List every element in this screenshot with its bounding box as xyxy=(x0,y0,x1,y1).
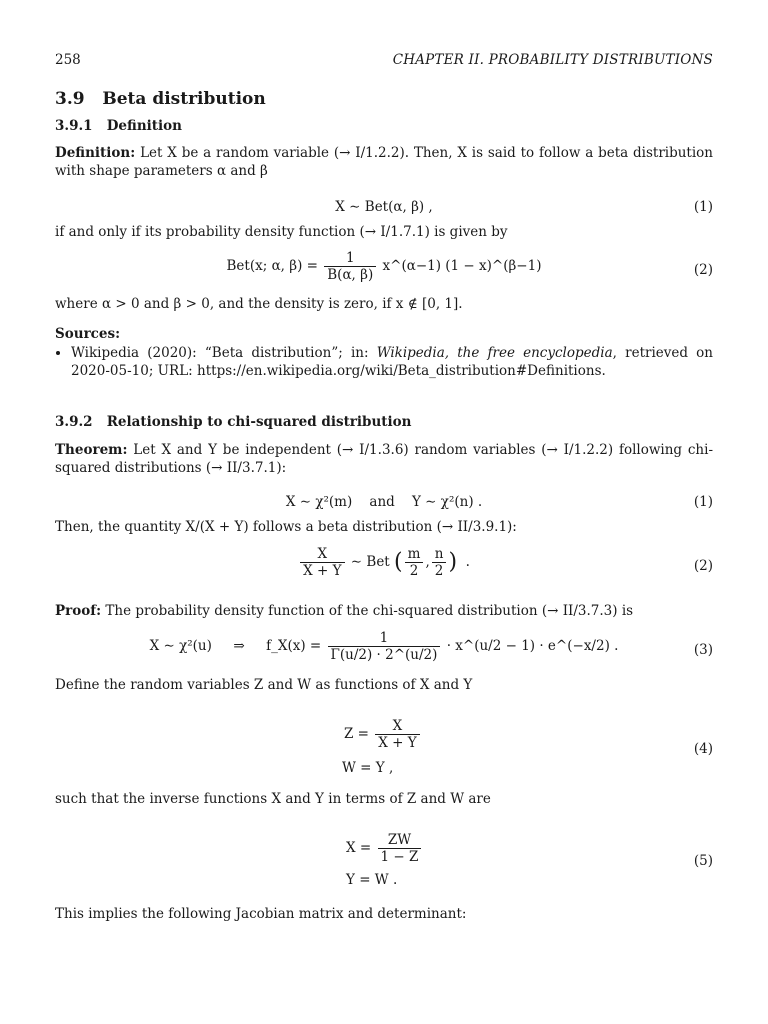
paragraph: such that the inverse functions X and Y in terms of Z and W are xyxy=(55,791,491,807)
source-text: Wikipedia (2020): “Beta distribution”; in: xyxy=(71,345,377,361)
fraction-denominator: X + Y xyxy=(300,562,344,579)
subsection-heading-chi-squared xyxy=(55,414,412,432)
section-number: 3.9 xyxy=(55,89,85,109)
equation-number: (4) xyxy=(693,741,713,757)
subsection-number: 3.9.1 xyxy=(55,118,93,134)
equation-number: (1) xyxy=(693,494,713,510)
fraction-numerator: ZW xyxy=(387,832,412,848)
fraction xyxy=(405,546,424,579)
definition-paragraph xyxy=(55,145,713,180)
paragraph: if and only if its probability density function (→ I/1.7.1) is given by xyxy=(55,224,508,240)
subsection-title: Definition xyxy=(106,118,182,134)
fraction xyxy=(432,546,447,579)
fraction xyxy=(328,630,441,663)
subsection-number: 3.9.2 xyxy=(55,414,93,430)
paragraph: where α > 0 and β > 0, and the density is zero, if x ∉ [0, 1]. xyxy=(55,296,463,312)
definition-text: Let X be a random variable (→ I/1.2.2). Then, X is said to follow a beta distribution with shape parameters α and β xyxy=(55,145,713,179)
equation-lhs: X = xyxy=(346,840,372,857)
equation-lhs: X ∼ χ²(u) ⇒ f_X(x) = xyxy=(149,638,322,655)
equation-number: (3) xyxy=(693,642,713,658)
sources-list xyxy=(55,345,713,380)
theorem-paragraph xyxy=(55,442,713,477)
equation-number: (5) xyxy=(693,853,713,869)
sources-label: Sources: xyxy=(55,326,121,342)
fraction xyxy=(324,250,376,283)
fraction-denominator: Γ(u/2) · 2^(u/2) xyxy=(328,646,441,663)
paragraph: Then, the quantity X/(X + Y) follows a beta distribution (→ II/3.9.1): xyxy=(55,519,517,535)
equation-content: X ∼ χ²(m) and Y ∼ χ²(n) . xyxy=(285,494,483,510)
equation-1-def xyxy=(55,199,713,217)
equation-4-line1 xyxy=(344,718,422,751)
paragraph: Define the random variables Z and W as functions of X and Y xyxy=(55,677,473,693)
fraction-numerator: n xyxy=(434,546,444,562)
equation-rhs: x^(α−1) (1 − x)^(β−1) xyxy=(382,258,542,275)
theorem-label: Theorem: xyxy=(55,442,128,458)
running-head: CHAPTER II. PROBABILITY DISTRIBUTIONS xyxy=(392,52,713,68)
equation-number: (1) xyxy=(693,199,713,215)
definition-label: Definition: xyxy=(55,145,136,161)
fraction-numerator: m xyxy=(407,546,421,562)
equation-2-theorem: $\frac{X}{X + Y}$ ∼ Bet ( $\frac{m}{2}$ , $\frac{n}{2}$ ) . xyxy=(55,546,713,579)
section-heading xyxy=(55,88,266,110)
source-url[interactable]: , retrieved on 2020-05-10; URL: https://en.wikipedia.org/wiki/Beta_distribution#Definitions. xyxy=(71,345,714,379)
fraction-numerator: 1 xyxy=(379,630,389,646)
equation-1-theorem xyxy=(55,494,713,512)
paragraph: This implies the following Jacobian matrix and determinant: xyxy=(55,906,467,922)
equation-lhs: Bet(x; α, β) = xyxy=(226,258,318,275)
equation-content: X ∼ Bet(α, β) , xyxy=(335,199,433,215)
subsection-title: Relationship to chi-squared distribution xyxy=(106,414,412,430)
equation-number: (2) xyxy=(693,262,713,278)
equation-5-line1 xyxy=(346,832,423,865)
equation-lhs: Z = xyxy=(344,726,369,743)
equation-5-line2: Y = W . xyxy=(346,872,398,888)
fraction-numerator: X xyxy=(392,718,403,734)
page-number: 258 xyxy=(55,52,81,68)
fraction-denominator: B(α, β) xyxy=(324,266,376,283)
fraction-denominator: X + Y xyxy=(375,734,419,751)
source-title: Wikipedia, the free encyclopedia xyxy=(376,345,613,361)
equation-4-line2: W = Y , xyxy=(342,760,394,776)
equation-rhs: · x^(u/2 − 1) · e^(−x/2) . xyxy=(446,638,619,655)
fraction-numerator: 1 xyxy=(345,250,355,266)
fraction-denominator: 1 − Z xyxy=(378,848,422,865)
fraction xyxy=(300,546,344,579)
equation-number: (2) xyxy=(693,558,713,574)
section-title: Beta distribution xyxy=(102,89,266,109)
proof-paragraph xyxy=(55,603,713,621)
source-item xyxy=(71,345,713,380)
fraction-denominator: 2 xyxy=(405,562,424,579)
fraction-numerator: X xyxy=(317,546,328,562)
proof-text: The probability density function of the chi-squared distribution (→ II/3.7.3) is xyxy=(105,603,634,619)
fraction xyxy=(378,832,422,865)
fraction xyxy=(375,718,419,751)
theorem-text: Let X and Y be independent (→ I/1.3.6) random variables (→ I/1.2.2) following chi-squared distributions (→ II/3.7.1): xyxy=(55,442,714,476)
proof-label: Proof: xyxy=(55,603,102,619)
beta-operator: ∼ Bet xyxy=(350,554,390,571)
equation-3 xyxy=(55,630,713,663)
subsection-heading-definition xyxy=(55,118,182,136)
equation-2-def xyxy=(55,250,713,283)
fraction-denominator: 2 xyxy=(432,562,447,579)
